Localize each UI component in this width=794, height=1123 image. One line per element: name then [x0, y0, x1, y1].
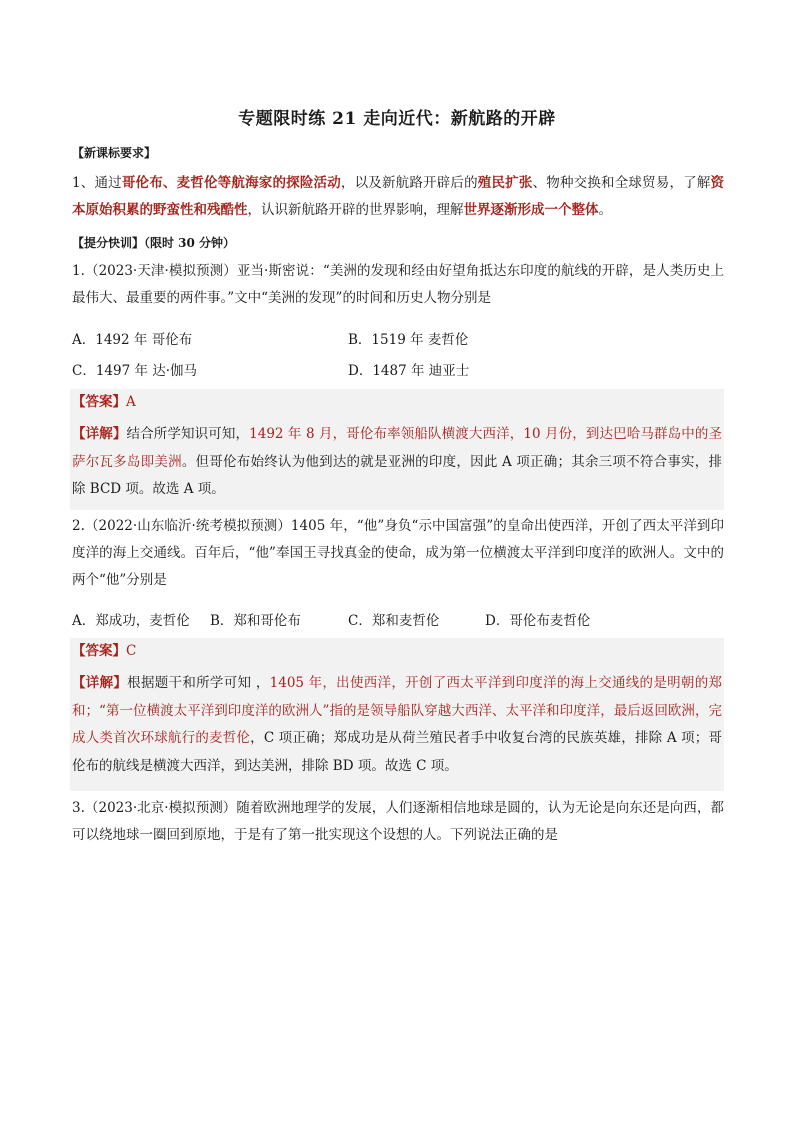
detail-text-2: 。但哥伦布始终认为他到达的就是亚洲的印度，因此 A 项正确；其余三项不符合事实，排除 BCD 项。故选 A 项。	[72, 453, 723, 497]
req-text-3: 、物种交换和全球贸易，了解	[532, 175, 711, 191]
req-text-5: 。	[598, 202, 612, 218]
question-1-option-b: B．1519 年 麦哲伦	[348, 332, 469, 348]
detail-text-1: 结合所学知识可知，	[126, 426, 250, 442]
question-1-option-c: C．1497 年 达·伽马	[72, 363, 198, 379]
question-2-detail	[72, 670, 722, 780]
req-highlight-3: 资本原始积累的野蛮性和残酷性	[72, 175, 725, 218]
section-header-practice: 【提分快训】（限时 30 分钟）	[72, 236, 236, 250]
answer-label: 【答案】	[72, 394, 126, 410]
question-2-stem: 2.（2022·山东临沂·统考模拟预测）1405 年，“他”身负“示中国富强”的皇命出使西洋，开创了西太平洋到印度洋的海上交通线。百年后，“他”奉国王寻找真金的使命，成为第一位横渡太平洋到印度洋的欧洲人。文中的两个“他”分别是	[72, 518, 724, 588]
detail-highlight: 1405 年，出使西洋，开创了西太平洋到印度洋的海上交通线的是明朝的郑和；“第一位横渡太平洋到印度洋的欧洲人”指的是领导船队穿越大西洋、太平洋和印度洋，最后返回欧洲，完成人类首次环球航行的麦哲伦	[72, 675, 723, 746]
question-2-option-c: C．郑和麦哲伦	[348, 613, 440, 629]
question-1-stem: 1.（2023·天津·模拟预测）亚当·斯密说：“美洲的发现和经由好望角抵达东印度的航线的开辟，是人类历史上最伟大、最重要的两件事。”文中“美洲的发现”的时间和历史人物分别是	[72, 263, 724, 306]
req-text-1: 1、通过	[72, 175, 122, 191]
curriculum-requirement	[72, 170, 724, 224]
answer-value: A	[126, 394, 136, 410]
detail-text-1: 根据题干和所学可知 ，	[127, 675, 270, 691]
question-2-option-a: A．郑成功，麦哲伦	[72, 613, 190, 629]
detail-label: 【详解】	[72, 675, 128, 691]
req-highlight-2: 殖民扩张	[477, 175, 533, 191]
detail-label: 【详解】	[72, 426, 127, 442]
question-1-option-d: D．1487 年 迪亚士	[348, 363, 470, 379]
req-text-2: ，以及新航路开辟后的	[340, 175, 478, 191]
question-3-stem: 3.（2023·北京·模拟预测）随着欧洲地理学的发展，人们逐渐相信地球是圆的，认为无论是向东还是向西，都可以绕地球一圈回到原地，于是有了第一批实现这个设想的人。下列说法正确的是	[72, 800, 724, 843]
req-highlight-4: 世界逐渐形成一个整体	[463, 202, 599, 218]
req-text-4: ，认识新航路开辟的世界影响，理解	[247, 202, 464, 218]
question-1-answer	[72, 392, 136, 412]
question-1-detail	[72, 421, 722, 504]
answer-value: C	[126, 643, 137, 659]
detail-highlight: 1492 年 8 月，哥伦布率领船队横渡大西洋，10 月份，到达巴哈马群岛中的圣萨尔瓦多岛即美洲	[72, 426, 722, 470]
question-1-option-a: A．1492 年 哥伦布	[72, 332, 193, 348]
question-2-option-b: B．郑和哥伦布	[210, 613, 301, 629]
detail-text-2: ，C 项正确；郑成功是从荷兰殖民者手中收复台湾的民族英雄，排除 A 项；哥伦布的航线是横渡大西洋，到达美洲，排除 BD 项。故选 C 项。	[72, 730, 722, 774]
answer-label: 【答案】	[72, 643, 126, 659]
page-title: 专题限时练 21 走向近代：新航路的开辟	[238, 109, 556, 129]
req-highlight-1: 哥伦布、麦哲伦等航海家的探险活动	[121, 175, 341, 191]
section-header-curriculum: 【新课标要求】	[72, 146, 157, 160]
question-2-answer	[72, 641, 136, 661]
question-2-option-d: D．哥伦布麦哲伦	[485, 613, 591, 629]
